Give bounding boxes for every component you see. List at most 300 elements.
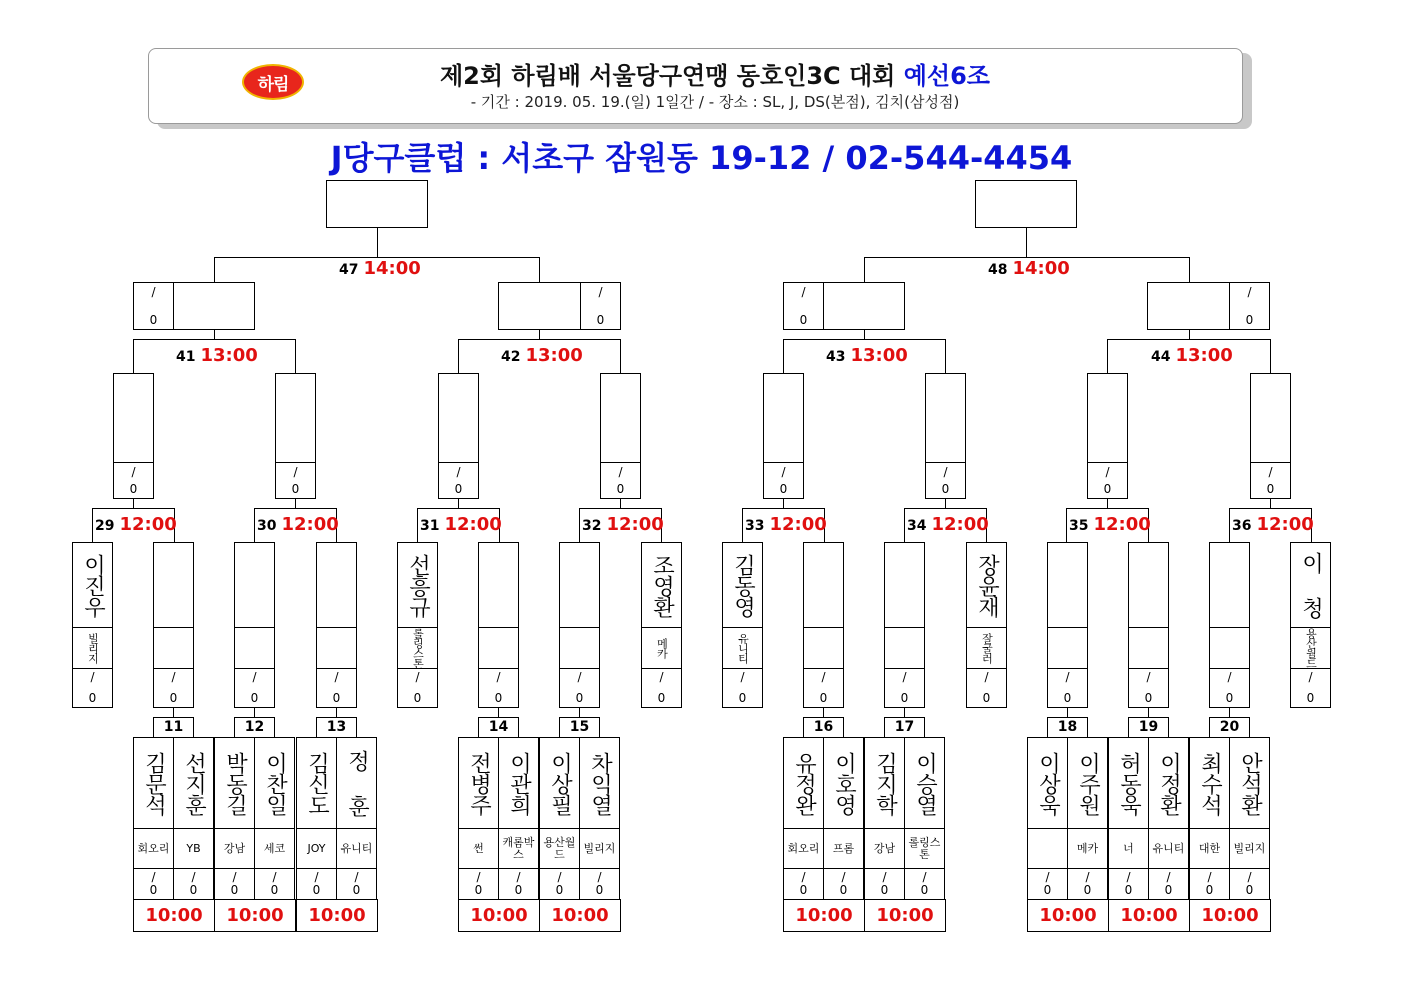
match-time: 13:00 — [200, 345, 258, 366]
club-text: 용산월드 — [543, 835, 576, 861]
player-score — [967, 668, 1006, 707]
player-cell — [153, 542, 194, 708]
r3-match-label — [1151, 346, 1233, 367]
match-time: 14:00 — [363, 258, 421, 279]
r1-match-number: 13 — [316, 717, 357, 737]
player-score — [804, 668, 843, 707]
score-slash: / — [456, 465, 461, 479]
player-club — [1230, 828, 1269, 868]
score-value: 0 — [149, 313, 158, 327]
harim-logo — [242, 64, 304, 100]
player-name — [1210, 543, 1249, 627]
player-club — [784, 828, 823, 868]
player-club — [1210, 627, 1249, 668]
player-cell — [72, 542, 113, 708]
player-name — [885, 543, 924, 627]
player-score — [1190, 868, 1229, 899]
bracket-line — [377, 228, 378, 258]
r1-match-number: 15 — [559, 717, 600, 737]
score-slash: / — [1308, 670, 1313, 684]
score-value: 0 — [555, 883, 564, 897]
player-name-text: 이정환 — [1156, 751, 1182, 815]
player-name-text: 차익열 — [587, 751, 613, 815]
player-name — [580, 738, 619, 828]
score-value: 0 — [1124, 883, 1133, 897]
score-slash: / — [577, 670, 582, 684]
player-name — [1048, 543, 1087, 627]
player-name-text: 유정완 — [791, 751, 817, 815]
player-cell — [559, 542, 600, 708]
player-name — [459, 738, 498, 828]
r1-match-number: 19 — [1128, 717, 1169, 737]
player-score — [1028, 868, 1067, 899]
match-time: 13:00 — [850, 345, 908, 366]
player-cell — [722, 542, 763, 708]
score-slash: / — [841, 870, 846, 884]
score-box — [580, 282, 621, 330]
score-slash: / — [1146, 670, 1151, 684]
r2-match-label — [582, 515, 664, 536]
score-value: 0 — [1103, 482, 1112, 496]
player-cell — [1047, 542, 1088, 708]
player-cell — [234, 542, 275, 708]
score-value: 0 — [595, 883, 604, 897]
r1-player-cell — [904, 737, 945, 900]
score-box — [133, 282, 174, 330]
page-subtitle: - 기간 : 2019. 05. 19.(일) 1일간 / - 장소 : SL, J, DS(본점), 김치(삼성점) — [470, 93, 960, 111]
score-value: 0 — [1245, 313, 1254, 327]
player-name-text: 이 청 — [1298, 552, 1324, 618]
match-time: 13:00 — [525, 345, 583, 366]
score-slash: / — [557, 870, 562, 884]
player-score — [642, 668, 681, 707]
player-cell — [316, 542, 357, 708]
player-score — [499, 868, 538, 899]
score-slash: / — [598, 285, 603, 299]
player-name — [804, 543, 843, 627]
score-value: 0 — [839, 883, 848, 897]
match-number: 36 — [1232, 518, 1252, 534]
match-time: 13:00 — [1175, 345, 1233, 366]
player-score — [824, 868, 863, 899]
player-club — [865, 828, 904, 868]
final-match-label — [339, 259, 421, 280]
player-score — [154, 668, 193, 707]
score-slash: / — [1065, 670, 1070, 684]
r2-match-label — [257, 515, 339, 536]
player-name-text: 김문석 — [141, 751, 167, 815]
r1-player-cell — [539, 737, 580, 900]
player-name — [255, 738, 294, 828]
bracket-line — [254, 508, 255, 542]
club-text: 롤링스톤 — [411, 628, 425, 668]
player-cell — [641, 542, 682, 708]
score-value: 0 — [1245, 883, 1254, 897]
player-club — [1149, 828, 1188, 868]
player-score — [580, 868, 619, 899]
player-score — [174, 868, 213, 899]
bracket-line — [92, 508, 175, 509]
bracket-line — [133, 339, 134, 373]
player-score — [1210, 668, 1249, 707]
player-cell — [1209, 542, 1250, 708]
player-score — [479, 668, 518, 707]
r1-match-time: 10:00 — [1027, 899, 1109, 932]
player-name — [905, 738, 944, 828]
player-name-text: 허동욱 — [1116, 751, 1142, 815]
player-cell — [966, 542, 1007, 708]
score-slash: / — [1268, 465, 1273, 479]
player-score — [1230, 868, 1269, 899]
r1-match-time: 10:00 — [1189, 899, 1271, 932]
player-club — [235, 627, 274, 668]
club-text: 대한 — [1198, 841, 1221, 855]
score-slash: / — [984, 670, 989, 684]
r2-match-label — [1069, 515, 1151, 536]
player-club — [560, 627, 599, 668]
bracket-line — [864, 257, 865, 283]
r1-player-cell — [1148, 737, 1189, 900]
match-number: 48 — [988, 262, 1008, 278]
bracket-line — [214, 257, 215, 283]
score-value: 0 — [880, 883, 889, 897]
score-slash: / — [293, 465, 298, 479]
score-box — [783, 282, 824, 330]
club-text: 캐롬박스 — [502, 835, 535, 861]
r1-player-cell — [1067, 737, 1108, 900]
r1-match-time: 10:00 — [214, 899, 296, 932]
player-name-text: 안석환 — [1237, 751, 1263, 815]
player-club — [297, 828, 336, 868]
player-score — [1129, 668, 1168, 707]
bracket-line — [458, 339, 459, 373]
score-box — [113, 462, 154, 499]
player-cell — [1290, 542, 1331, 708]
score-slash: / — [659, 670, 664, 684]
r3-match-label — [826, 346, 908, 367]
score-box — [1229, 282, 1270, 330]
player-score — [1291, 668, 1330, 707]
match-time: 12:00 — [1256, 514, 1314, 535]
bracket-line — [1270, 339, 1271, 373]
r1-player-cell — [336, 737, 377, 900]
player-name — [73, 543, 112, 627]
player-name-text: 정 훈 — [344, 750, 370, 816]
score-value: 0 — [1144, 691, 1153, 705]
match-time: 12:00 — [119, 514, 177, 535]
score-value: 0 — [230, 883, 239, 897]
r3-match-label — [176, 346, 258, 367]
player-name — [784, 738, 823, 828]
score-box — [275, 462, 316, 499]
score-slash: / — [191, 870, 196, 884]
player-score — [73, 668, 112, 707]
score-value: 0 — [129, 482, 138, 496]
score-value: 0 — [413, 691, 422, 705]
r1-player-cell — [214, 737, 255, 900]
r1-player-cell — [458, 737, 499, 900]
bracket-line — [1229, 508, 1230, 542]
score-slash: / — [334, 670, 339, 684]
player-score — [1149, 868, 1188, 899]
player-club — [73, 627, 112, 668]
club-text: 강남 — [873, 841, 896, 855]
score-value: 0 — [900, 691, 909, 705]
score-value: 0 — [1083, 883, 1092, 897]
player-cell — [1128, 542, 1169, 708]
bracket-line — [1066, 508, 1067, 542]
match-number: 32 — [582, 518, 602, 534]
player-name-text: 이진우 — [80, 553, 106, 617]
club-text: 메카 — [655, 638, 669, 658]
score-box — [438, 462, 479, 499]
score-slash: / — [90, 670, 95, 684]
score-value: 0 — [189, 883, 198, 897]
bracket-line — [783, 339, 784, 373]
player-score — [784, 868, 823, 899]
player-club — [1028, 828, 1067, 868]
score-value: 0 — [312, 883, 321, 897]
club-text: 세코 — [263, 841, 286, 855]
score-slash: / — [902, 670, 907, 684]
venue-info: J당구클럽 : 서초구 잠원동 19-12 / 02-544-4454 — [330, 139, 1073, 177]
club-text: YB — [186, 841, 201, 855]
player-name — [723, 543, 762, 627]
r1-player-cell — [1229, 737, 1270, 900]
match-time: 12:00 — [444, 514, 502, 535]
player-name — [174, 738, 213, 828]
r1-match-time: 10:00 — [783, 899, 865, 932]
score-box — [763, 462, 804, 499]
club-text: 회오리 — [137, 841, 170, 855]
r1-match-time: 10:00 — [864, 899, 946, 932]
score-slash: / — [1166, 870, 1171, 884]
match-number: 29 — [95, 518, 115, 534]
match-number: 34 — [907, 518, 927, 534]
club-text: 용산월드 — [1304, 628, 1318, 668]
player-score — [540, 868, 579, 899]
club-text: 유니티 — [736, 633, 750, 663]
player-club — [134, 828, 173, 868]
r1-match-number: 18 — [1047, 717, 1088, 737]
player-name-text: 전병주 — [466, 751, 492, 815]
r1-player-cell — [498, 737, 539, 900]
player-name — [317, 543, 356, 627]
match-number: 30 — [257, 518, 277, 534]
r1-match-number: 20 — [1209, 717, 1250, 737]
player-club — [215, 828, 254, 868]
match-number: 35 — [1069, 518, 1089, 534]
player-club — [337, 828, 376, 868]
player-club — [885, 627, 924, 668]
score-box — [600, 462, 641, 499]
score-value: 0 — [779, 482, 788, 496]
match-time: 12:00 — [931, 514, 989, 535]
club-text: 롤링스톤 — [908, 835, 941, 861]
bracket-line — [904, 508, 905, 542]
score-slash: / — [740, 670, 745, 684]
score-value: 0 — [1043, 883, 1052, 897]
player-name-text: 이상욱 — [1035, 751, 1061, 815]
r1-player-cell — [579, 737, 620, 900]
score-value: 0 — [1164, 883, 1173, 897]
player-club — [1190, 828, 1229, 868]
player-name-text: 이상필 — [547, 751, 573, 815]
player-name — [1109, 738, 1148, 828]
player-club — [580, 828, 619, 868]
player-name — [1230, 738, 1269, 828]
player-club — [1129, 627, 1168, 668]
club-text: 유니티 — [1152, 841, 1185, 855]
score-value: 0 — [575, 691, 584, 705]
score-value: 0 — [352, 883, 361, 897]
bracket-line — [1066, 508, 1149, 509]
player-cell — [884, 542, 925, 708]
player-name — [215, 738, 254, 828]
player-score — [134, 868, 173, 899]
bracket-line — [539, 257, 540, 283]
score-slash: / — [781, 465, 786, 479]
score-value: 0 — [332, 691, 341, 705]
player-name-text: 최수석 — [1197, 751, 1223, 815]
r2-match-label — [95, 515, 177, 536]
player-name — [134, 738, 173, 828]
match-number: 41 — [176, 349, 196, 365]
r1-player-cell — [823, 737, 864, 900]
player-name-text: 이호영 — [831, 751, 857, 815]
match-number: 47 — [339, 262, 359, 278]
score-slash: / — [151, 285, 156, 299]
player-name — [865, 738, 904, 828]
title-main: 제2회 하림배 서울당구연맹 동호인3C 대회 — [439, 62, 896, 90]
player-name-text: 조영환 — [649, 553, 675, 617]
match-time: 14:00 — [1012, 258, 1070, 279]
r1-player-cell — [296, 737, 337, 900]
score-value: 0 — [1205, 883, 1214, 897]
match-number: 31 — [420, 518, 440, 534]
player-cell — [397, 542, 438, 708]
page-title — [300, 56, 1130, 91]
score-slash: / — [922, 870, 927, 884]
score-value: 0 — [169, 691, 178, 705]
score-value: 0 — [250, 691, 259, 705]
score-value: 0 — [454, 482, 463, 496]
score-slash: / — [415, 670, 420, 684]
r1-match-number: 16 — [803, 717, 844, 737]
r3-match-label — [501, 346, 583, 367]
score-slash: / — [1105, 465, 1110, 479]
score-box — [1087, 462, 1128, 499]
score-slash: / — [314, 870, 319, 884]
player-club — [459, 828, 498, 868]
r1-match-number: 12 — [234, 717, 275, 737]
player-cell — [478, 542, 519, 708]
player-score — [560, 668, 599, 707]
club-text: 너 — [1123, 841, 1134, 855]
bracket-line — [295, 339, 296, 373]
score-value: 0 — [596, 313, 605, 327]
player-name-text: 장윤재 — [974, 553, 1000, 617]
score-slash: / — [272, 870, 277, 884]
score-slash: / — [1247, 870, 1252, 884]
bracket-line — [458, 339, 621, 340]
r1-player-cell — [1189, 737, 1230, 900]
player-score — [255, 868, 294, 899]
player-score — [215, 868, 254, 899]
r1-match-time: 10:00 — [539, 899, 621, 932]
bracket-line — [742, 508, 825, 509]
r1-match-number: 14 — [478, 717, 519, 737]
player-club — [479, 627, 518, 668]
player-club — [540, 828, 579, 868]
player-name-text: 김신도 — [304, 751, 330, 815]
player-club — [174, 828, 213, 868]
score-slash: / — [821, 670, 826, 684]
match-time: 12:00 — [769, 514, 827, 535]
match-time: 12:00 — [281, 514, 339, 535]
club-text: 빌리지 — [1233, 841, 1266, 855]
club-text: 회오리 — [787, 841, 820, 855]
r1-player-cell — [1108, 737, 1149, 900]
player-name — [235, 543, 274, 627]
score-slash: / — [1207, 870, 1212, 884]
match-number: 42 — [501, 349, 521, 365]
score-slash: / — [1045, 870, 1050, 884]
match-number: 43 — [826, 349, 846, 365]
score-value: 0 — [819, 691, 828, 705]
club-text: 유니티 — [340, 841, 373, 855]
score-slash: / — [1227, 670, 1232, 684]
player-name — [1149, 738, 1188, 828]
player-club — [905, 828, 944, 868]
score-slash: / — [943, 465, 948, 479]
player-name-text: 박동길 — [222, 751, 248, 815]
score-slash: / — [882, 870, 887, 884]
player-club — [1291, 627, 1330, 668]
bracket-line — [1229, 508, 1312, 509]
player-name — [398, 543, 437, 627]
player-score — [905, 868, 944, 899]
player-score — [297, 868, 336, 899]
player-score — [337, 868, 376, 899]
player-name — [154, 543, 193, 627]
r1-player-cell — [783, 737, 824, 900]
score-slash: / — [171, 670, 176, 684]
player-score — [865, 868, 904, 899]
r1-player-cell — [133, 737, 174, 900]
player-cell — [803, 542, 844, 708]
player-score — [885, 668, 924, 707]
player-club — [317, 627, 356, 668]
score-slash: / — [151, 870, 156, 884]
bracket-line — [783, 339, 946, 340]
bracket-line — [1107, 339, 1271, 340]
bracket-line — [1189, 257, 1190, 283]
player-name-text: 이찬일 — [262, 751, 288, 815]
player-club — [642, 627, 681, 668]
match-number: 44 — [1151, 349, 1171, 365]
player-name-text: 선흥규 — [405, 553, 431, 617]
bracket-line — [904, 508, 987, 509]
score-value: 0 — [616, 482, 625, 496]
player-club — [499, 828, 538, 868]
player-club — [398, 627, 437, 668]
player-name — [824, 738, 863, 828]
player-name — [560, 543, 599, 627]
score-value: 0 — [270, 883, 279, 897]
r1-match-number: 11 — [153, 717, 194, 737]
bracket-line — [945, 339, 946, 373]
